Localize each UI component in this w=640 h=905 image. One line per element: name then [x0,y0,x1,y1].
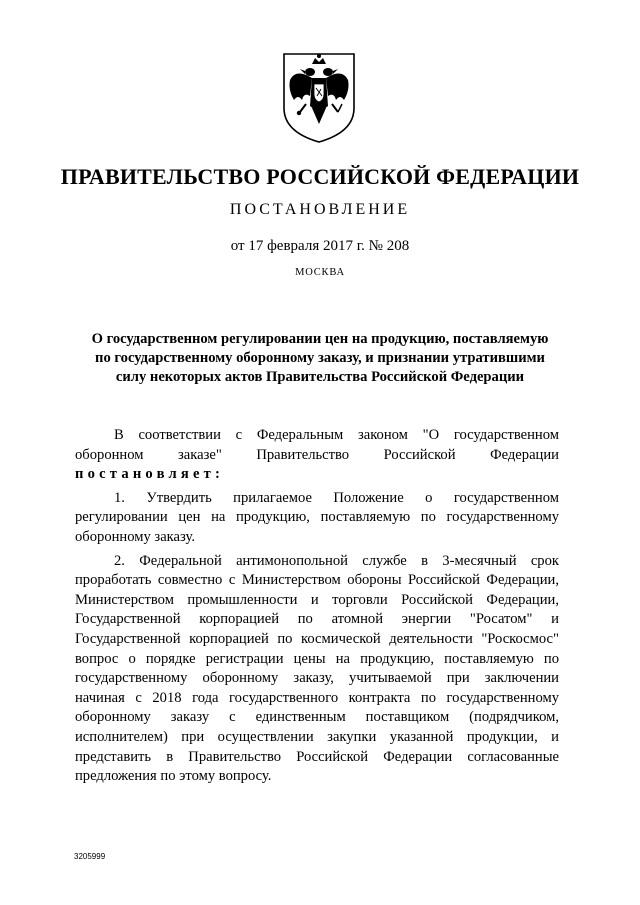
item-2-line: Государственной корпорацией по атомной энергии "Росатом" и [75,611,559,628]
item-2-line: Государственной корпорацией по космической деятельности "Роскосмос" [75,630,559,647]
item-2-line: Министерством промышленности и торговли Российской Федерации, [75,591,559,608]
item-2-line: начиная с 2018 года государственного контракта по государственному [75,689,559,706]
preamble-line: В соответствии с Федеральным законом "О государственном [114,427,559,443]
footer-document-code: 3205999 [74,852,106,861]
heading-line: силу некоторых актов Правительства Российской Федерации [115,369,525,385]
resolves-word: постановляет: [75,466,225,483]
item-2-line: государственному оборонному заказу, учитываемой при заключении [75,670,559,687]
russian-coat-of-arms-icon [276,50,362,146]
heading-line: О государственном регулировании цен на продукцию, поставляемую [91,331,549,347]
item-2-line: 2. Федеральной антимонопольной службе в 3-месячный срок [114,552,559,569]
item-1-line: оборонному заказу. [75,528,195,545]
document-type: ПОСТАНОВЛЕНИЕ [229,201,411,218]
government-title: ПРАВИТЕЛЬСТВО РОССИЙСКОЙ ФЕДЕРАЦИИ [60,164,580,189]
item-1-line: регулировании цен на продукцию, поставляемую по государственному [75,509,559,526]
item-2-line: предложения по этому вопросу. [75,768,272,785]
heading-line: по государственному оборонному заказу, и признании утратившими [95,350,545,366]
preamble-line: оборонном заказе" Правительство Российской Федерации [75,446,559,463]
item-1-line: 1. Утвердить прилагаемое Положение о государственном [114,489,559,506]
document-city: МОСКВА [295,267,345,278]
item-2-line: оборонному заказу с единственным поставщиком (подрядчиком, [75,709,559,726]
document-body [75,426,559,787]
document-heading [75,330,565,387]
item-2-line: вопрос о порядке регистрации цены на продукцию, поставляемую по [75,650,559,667]
item-2-line: представить в Правительство Российской Федерации согласованные [75,748,559,765]
document-date-number: от 17 февраля 2017 г. № 208 [230,238,410,254]
item-2-line: исполнителем) при осуществлении закупки указанной продукции, и [75,728,559,745]
item-2-line: проработать совместно с Министерством обороны Российской Федерации, [75,572,559,589]
